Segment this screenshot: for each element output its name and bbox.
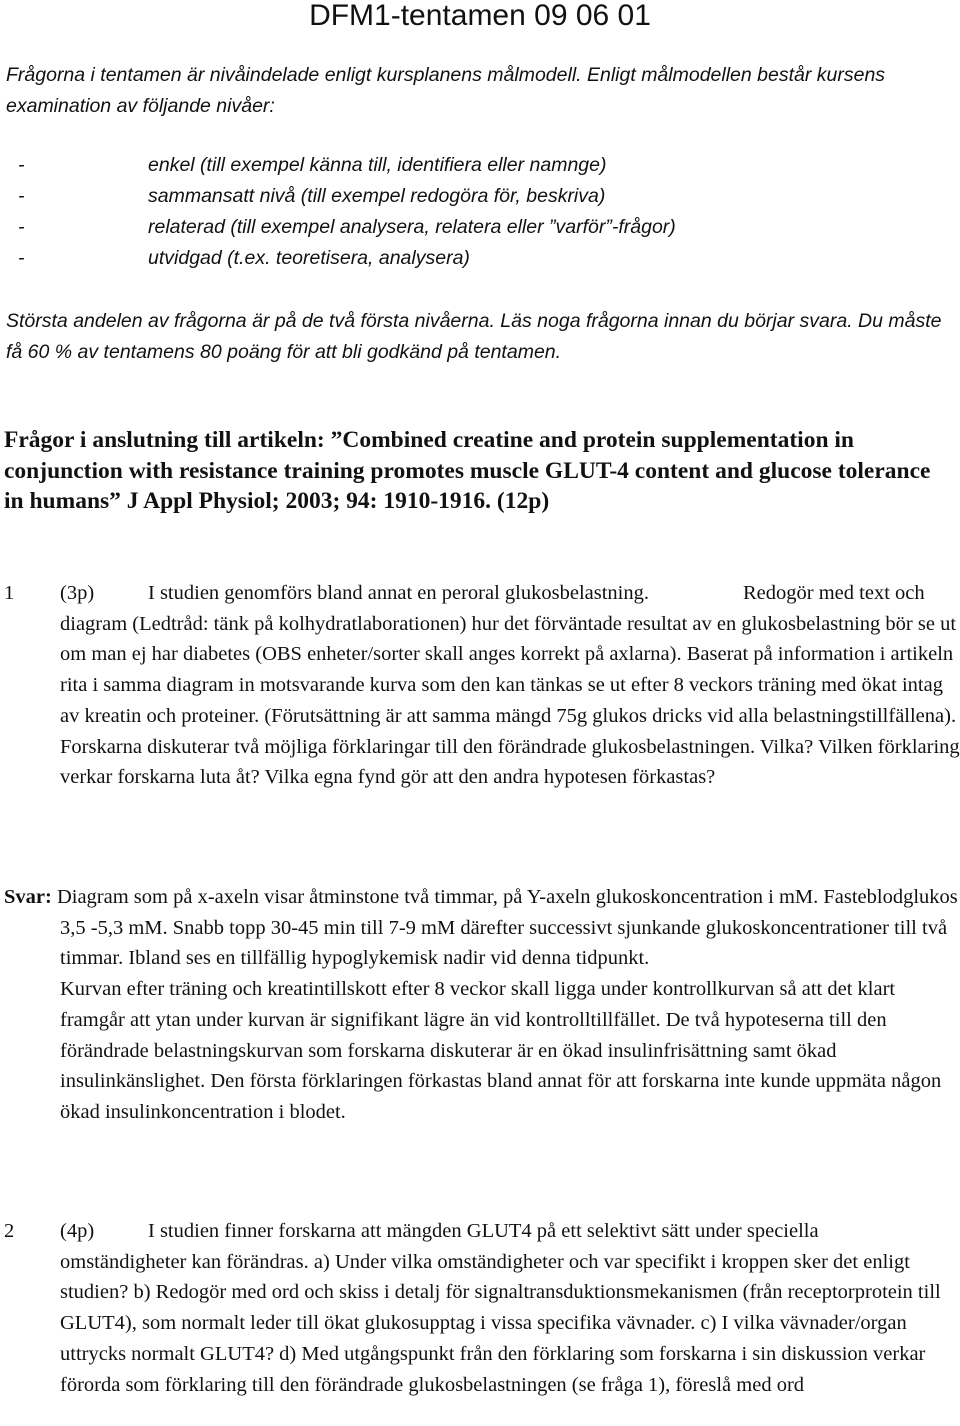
question-number: 1	[4, 582, 15, 604]
question-points: (3p)	[60, 582, 95, 604]
list-item	[0, 181, 950, 212]
question-text: omständigheter kan förändras. a) Under vilka omständigheter och var specifikt i kroppen sker det enligt studien? b) Redogör med ord och skiss i detalj för signaltransduktionsmekanismen (från receptorprotein till GLUT4), som normalt leder till ökat glukosupptag i vissa specifika vävnader. c) I vilka vävnader/organ uttrycks normalt GLUT4? d) Med utgångspunkt från den förklaring som forskarna i sin diskussion verkar förorda som förklaring till den förändrade glukosbelastningen (se fråga 1), föreslå med ord	[60, 1250, 941, 1396]
question-text: Redogör med text och diagram (Ledtråd: tänk på kolhydratlaborationen) hur det förväntade resultat av en glukosbelastning bör se ut om man ej har diabetes (OBS enheter/sorter skall anges korrekt på axlarna). Baserat på information i artikeln rita i samma diagram in motsvarande kurva som den kan tänkas se ut efter 8 veckors träning med ökat intag av kreatin och proteiner. (Förutsättning är att samma mängd 75g glukos dricks vid alla belastningstillfällena). Forskarna diskuterar två möjliga förklaringar till den förändrade glukosbelastningen. Vilka? Vilken förklaring verkar forskarna luta åt? Vilka egna fynd gör att den andra hypotesen förkastas?	[60, 582, 960, 789]
answer-block	[4, 882, 960, 1128]
answer-text: Diagram som på x-axeln visar åtminstone två timmar, på Y-axeln glukoskoncentration i mM. Fasteblodglukos 3,5 -5,3 mM. Snabb topp 30-45 min till 7-9 mM därefter successivt sjunkande glukoskoncentrationer till två timmar. Ibland ses en tillfällig hypoglykemisk nadir vid denna tidpunkt.	[51, 886, 958, 970]
answer-paragraph: Kurvan efter träning och kreatintillskott efter 8 veckor skall ligga under kontrollkurvan så att det klart framgår att ytan under kurvan är signifikant lägre än vid kontrolltillfället. De två hypoteserna till den förändrade belastningskurvan som forskarna diskuterar är en ökad insulinfrisättning samt ökad insulinkänslighet. Den första förklaringen förkastas bland annat för att forskarna inte kunde uppmäta någon ökad insulinkoncentration i blodet.	[60, 978, 942, 1123]
list-item-text: enkel (till exempel känna till, identifiera eller namnge)	[148, 154, 607, 176]
answer-label: Svar:	[4, 886, 52, 908]
question-points: (4p)	[60, 1220, 95, 1242]
exam-note: Största andelen av frågorna är på de två första nivåerna. Läs noga frågorna innan du börjar svara. Du måste få 60 % av tentamens 80 poäng för att bli godkänd på tentamen.	[6, 310, 942, 363]
question-first-line: I studien finner forskarna att mängden GLUT4 på ett selektivt sätt under speciella	[148, 1220, 819, 1242]
list-item-text: sammansatt nivå (till exempel redogöra för, beskriva)	[148, 185, 606, 207]
list-dash: -	[18, 154, 25, 176]
intro-text: Frågorna i tentamen är nivåindelade enligt kursplanens målmodell. Enligt målmodellen består kursens examination av följande nivåer:	[6, 64, 886, 117]
list-item-text: utvidgad (t.ex. teoretisera, analysera)	[148, 247, 470, 269]
list-dash: -	[18, 185, 25, 207]
list-item	[0, 150, 950, 181]
list-dash: -	[18, 247, 25, 269]
list-item	[0, 212, 950, 243]
level-list	[0, 150, 950, 274]
list-item	[0, 243, 950, 274]
list-item-text: relaterad (till exempel analysera, relatera eller ”varför”-frågor)	[148, 216, 676, 238]
list-dash: -	[18, 216, 25, 238]
page-title: DFM1-tentamen 09 06 01	[309, 0, 651, 32]
article-heading: Frågor i anslutning till artikeln: ”Combined creatine and protein supplementation in conjunction with resistance training promotes muscle GLUT-4 content and glucose tolerance in humans” J Appl Physiol; 2003; 94: 1910-1916. (12p)	[4, 427, 931, 514]
question-first-line: I studien genomförs bland annat en peroral glukosbelastning.	[148, 582, 649, 604]
answer-paragraph	[4, 882, 960, 974]
question-number: 2	[4, 1220, 15, 1242]
